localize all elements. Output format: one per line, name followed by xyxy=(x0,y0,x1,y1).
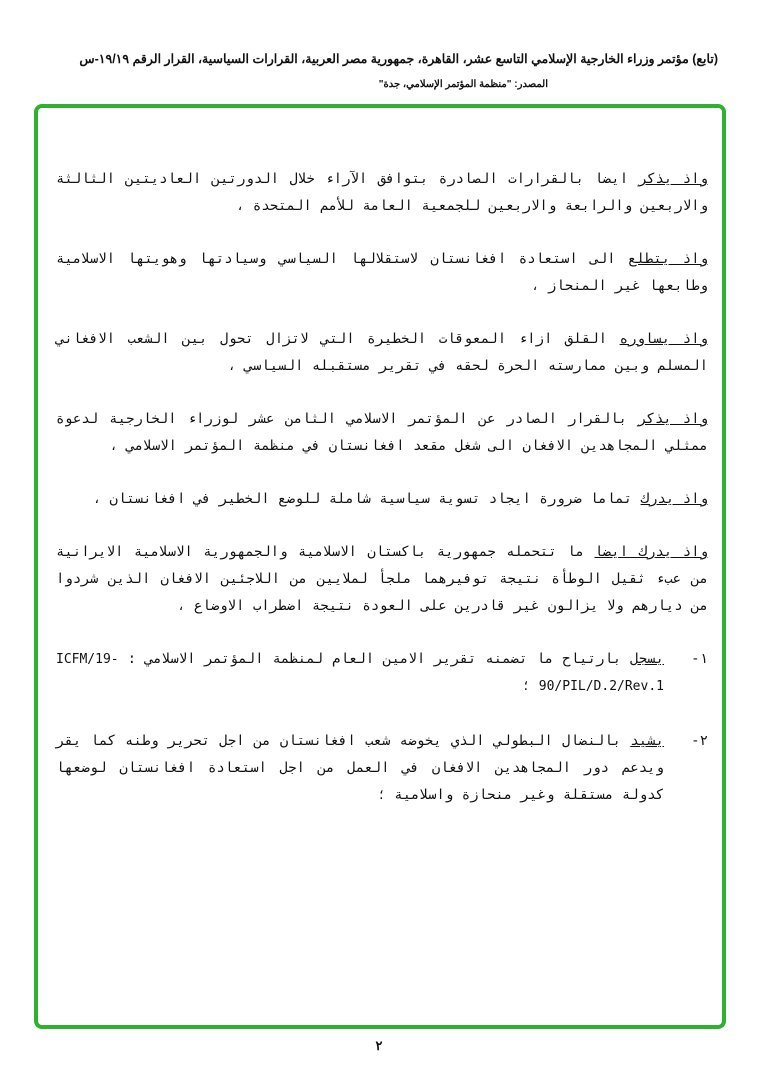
item-tail: ؛ xyxy=(521,678,539,694)
paragraph-text: تماما ضرورة ايجاد تسوية سياسية شاملة للوضع الخطير في افغانستان ، xyxy=(92,491,641,507)
item-lead: يسجل xyxy=(630,651,664,667)
paragraph-text: ما تتحمله جمهورية باكستان الاسلامية والجمهورية الاسلامية الايرانية من عبء ثقيل الوطأة نتيجة توفيرهما ملجأ لملايين من اللاجئين الافغان الذين شردوا من ديارهم ولا يزالون غير قادرين على العودة نتيجة اضطراب الاوضاع ، xyxy=(56,544,708,614)
preamble-paragraph xyxy=(56,486,708,513)
page-number: ٢ xyxy=(375,1038,383,1053)
paragraph-lead: واذ يدرك ايضا xyxy=(594,544,708,560)
page-header xyxy=(20,50,718,92)
operative-item xyxy=(56,728,708,809)
item-text xyxy=(56,646,664,700)
paragraph-lead: واذ يدرك xyxy=(640,491,708,507)
paragraph-lead: واذ يساوره xyxy=(619,331,708,347)
item-body: بارتياح ما تضمنه تقرير الامين العام لمنظمة المؤتمر الاسلامي : xyxy=(118,651,631,667)
preamble-paragraph xyxy=(56,406,708,460)
paragraph-lead: واذ يذكر xyxy=(638,411,708,427)
operative-item xyxy=(56,646,708,700)
preamble-paragraph xyxy=(56,166,708,220)
paragraph-lead: واذ يتطلع xyxy=(628,251,708,267)
item-text xyxy=(56,728,664,809)
preamble-paragraph xyxy=(56,246,708,300)
item-body: بالنضال البطولي الذي يخوضه شعب افغانستان من اجل تحرير وطنه كما يقر ويدعم دور المجاهدين الافغان في العمل من اجل استعادة افغانستان لوضعها كدولة مستقلة وغير منحازة واسلامية ؛ xyxy=(56,733,664,803)
paragraph-lead: واذ يذكر xyxy=(638,171,708,187)
document-title: (تابع) مؤتمر وزراء الخارجية الإسلامي التاسع عشر، القاهرة، جمهورية مصر العربية، القرارات السياسية، القرار الرقم ١٩/١٩-س xyxy=(79,52,718,66)
paragraph-text: القلق ازاء المعوقات الخطيرة التي لاتزال تحول بين الشعب الافغاني المسلم وبين ممارسته الحرة لحقه في تقرير مستقبله السياسي ، xyxy=(56,331,708,374)
paragraph-text: بالقرار الصادر عن المؤتمر الاسلامي الثامن عشر لوزراء الخارجية لدعوة ممثلي المجاهدين الافغان الى شغل مقعد افغانستان في منظمة المؤتمر الاسلامي ، xyxy=(56,411,708,454)
preamble-paragraph xyxy=(56,326,708,380)
preamble-paragraph xyxy=(56,539,708,620)
paragraph-text: الى استعادة افغانستان لاستقلالها السياسي وسيادتها وهويتها الاسلامية وطابعها غير المنحاز ، xyxy=(56,251,708,294)
item-number: ١- xyxy=(691,651,708,667)
paragraph-text: ايضا بالقرارات الصادرة بتوافق الآراء خلال الدورتين العاديتين الثالثة والاربعين والرابعة والاربعين للجمعية العامة للأمم المتحدة ، xyxy=(56,171,708,214)
resolution-body xyxy=(56,166,708,837)
item-number: ٢- xyxy=(691,733,708,749)
item-lead: يشيد xyxy=(630,733,664,749)
source-line: المصدر: "منظمة المؤتمر الإسلامي، جدة" xyxy=(378,79,548,90)
document-reference: ICFM/19-90/PIL/D.2/Rev.1 xyxy=(56,652,664,694)
